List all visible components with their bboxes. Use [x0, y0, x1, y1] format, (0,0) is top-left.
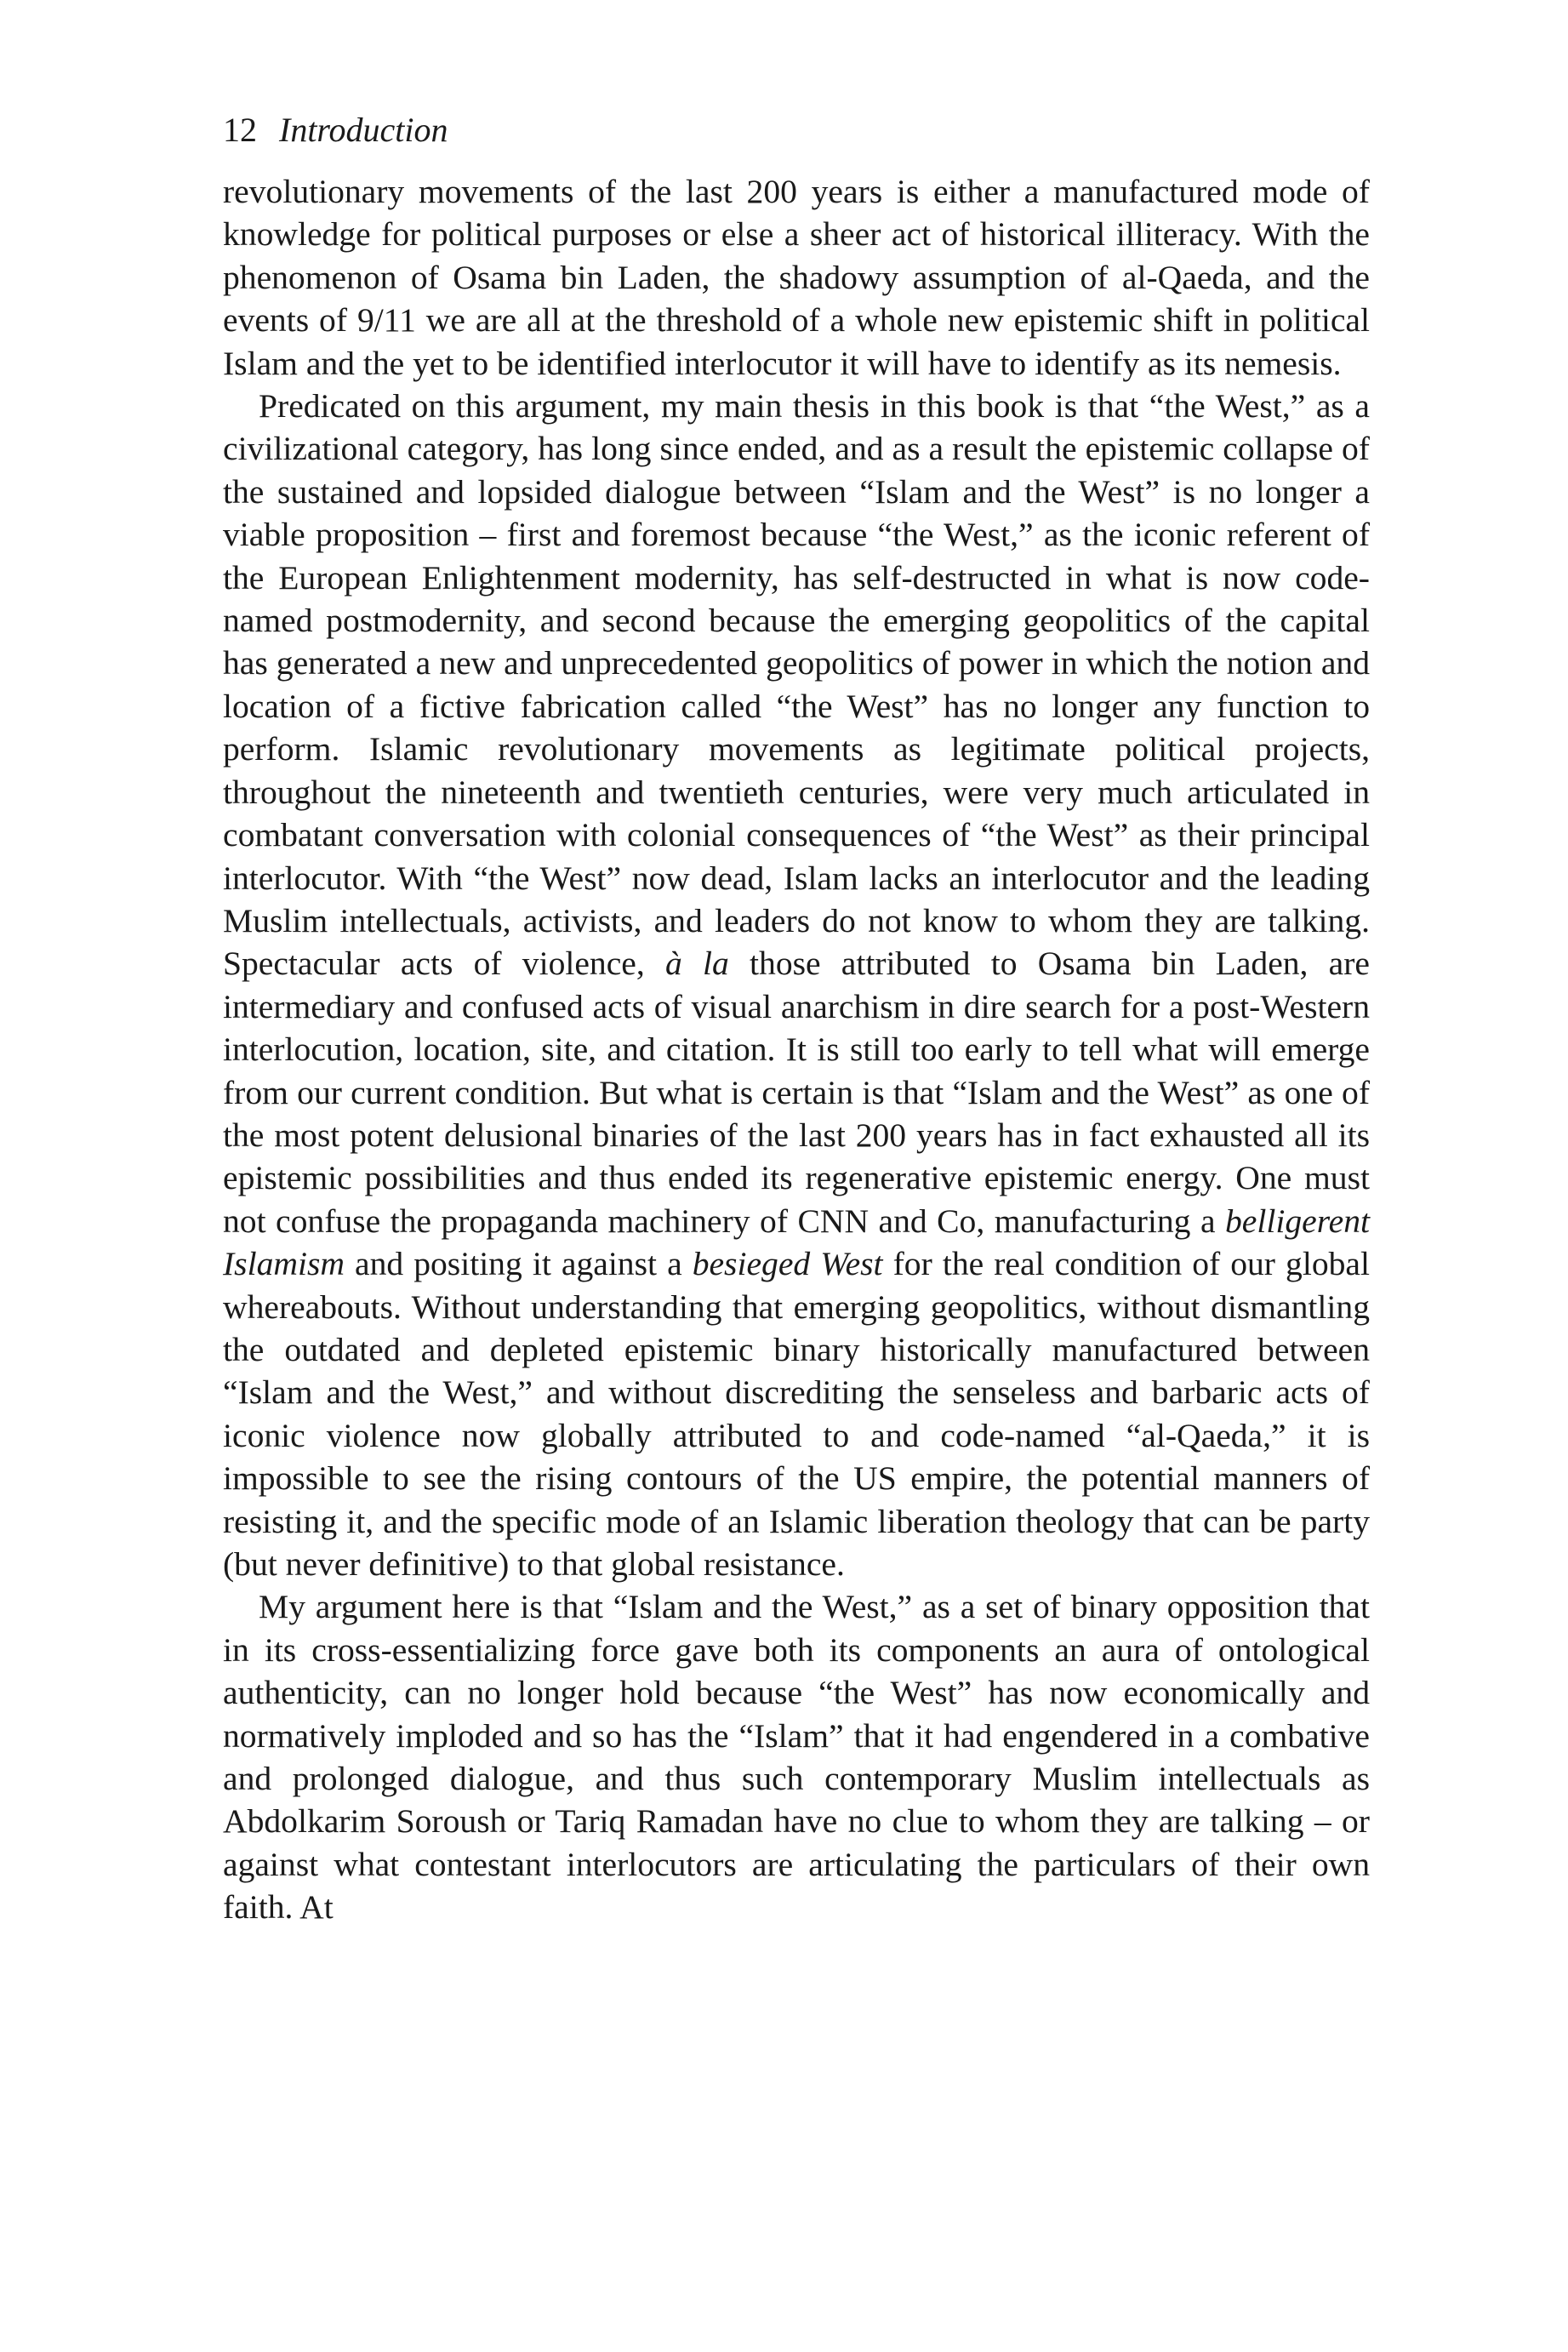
paragraph-2	[223, 385, 1370, 1585]
paragraph-3	[223, 1585, 1370, 1928]
paragraph-2-text-c: and positing it against a	[344, 1245, 693, 1283]
italic-belligerent-islamism: belligerent Islamism	[223, 1202, 1370, 1283]
italic-a-la: à la	[664, 945, 729, 983]
paragraph-3-text: My argument here is that “Islam and the West,” as a set of binary opposition that in its cross-essentializing force gave both its components an aura of ontological authenticity, can no longer hold because “the West” has now economically and normatively imploded and so has the “Islam” that it had engendered in a combative and prolonged dialogue, and thus such contemporary Muslim intellectuals as Abdolkarim Soroush or Tariq Ramadan have no clue to whom they are talking – or against what contestant interlocutors are articulating the particulars of their own faith. At	[223, 1588, 1370, 1927]
book-page	[223, 109, 1370, 1929]
page-number: 12	[223, 111, 257, 149]
paragraph-2-text-a: Predicated on this argument, my main thesis in this book is that “the West,” as a civilizational category, has long since ended, and as a result the epistemic collapse of the sustained and lopsided dialogue between “Islam and the West” is no longer a viable proposition – first and foremost because “the West,” as the iconic referent of the European Enlightenment modernity, has self-destructed in what is now code-named postmodernity, and second because the emerging geopolitics of the capital has generated a new and unprecedented geopolitics of power in which the notion and location of a fictive fabrication called “the West” has no longer any function to perform. Islamic revolutionary movements as legitimate political projects, throughout the nineteenth and twentieth centuries, were very much articulated in combatant conversation with colonial consequences of “the West” as their principal interlocutor. With “the West” now dead, Islam lacks an interlocutor and the leading Muslim intellectuals, activists, and leaders do not know to whom they are talking. Spectacular acts of violence,	[223, 387, 1370, 983]
paragraph-1-text: revolutionary movements of the last 200 years is either a manufactured mode of knowledge for political purposes or else a sheer act of historical illiteracy. With the phenomenon of Osama bin Laden, the shadowy assumption of al-Qaeda, and the events of 9/11 we are all at the threshold of a whole new epistemic shift in political Islam and the yet to be identified interlocutor it will have to identify as its nemesis.	[223, 173, 1370, 382]
paragraph-2-text-d: for the real condition of our global whereabouts. Without understanding that emerging geopolitics, without dismantling the outdated and depleted epistemic binary historically manufactured between “Islam and the West,” and without discrediting the senseless and barbaric acts of iconic violence now globally attributed to and code-named “al-Qaeda,” it is impossible to see the rising contours of the US empire, the potential manners of resisting it, and the specific mode of an Islamic liberation theology that can be party (but never definitive) to that global resistance.	[223, 1245, 1370, 1583]
paragraph-2-text-b: those attributed to Osama bin Laden, are intermediary and confused acts of visual anarchism in dire search for a post-Western interlocution, location, site, and citation. It is still too early to tell what will emerge from our current condition. But what is certain is that “Islam and the West” as one of the most potent delusional binaries of the last 200 years has in fact exhausted all its epistemic possibilities and thus ended its regenerative epistemic energy. One must not confuse the propaganda machinery of CNN and Co, manufacturing a	[223, 945, 1370, 1240]
paragraph-1	[223, 170, 1370, 385]
section-title: Introduction	[279, 111, 448, 149]
italic-besieged-west: besieged West	[692, 1245, 883, 1283]
running-head	[223, 109, 1370, 151]
body-text	[223, 170, 1370, 1929]
